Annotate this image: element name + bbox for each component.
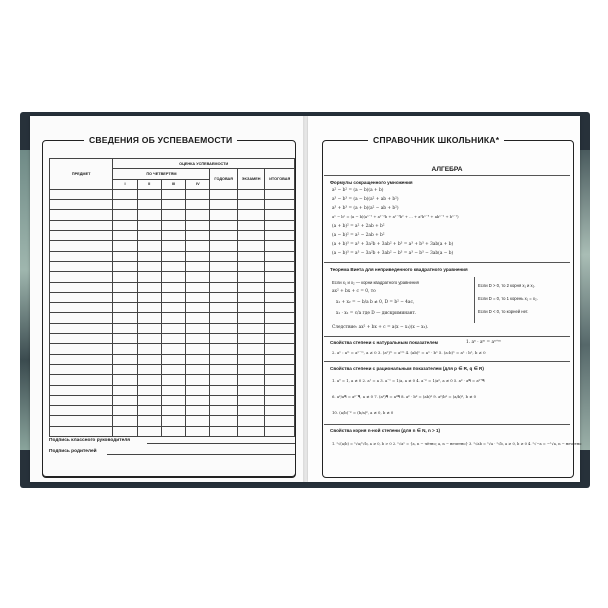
table-cell: [137, 261, 161, 271]
vieta-heading: Теорема Виета для неприведенного квадратного уравнения: [330, 267, 468, 272]
table-cell: [210, 313, 237, 323]
table-cell: [210, 364, 237, 374]
table-cell: [237, 395, 264, 405]
table-cell: [113, 385, 137, 395]
table-cell: [113, 200, 137, 210]
signature-teacher-label: Подпись классного руководителя: [49, 438, 131, 443]
table-cell: [161, 200, 185, 210]
abbr-formula-5: (a + b)² = a² + 2ab + b²: [332, 224, 385, 229]
vieta-right-1: Если D > 0, то 2 корня x₁ и x₂.: [478, 283, 536, 288]
nat-formula-2: 2. aⁿ : aᵐ = aⁿ⁻ᵐ, a ≠ 0 3. (aⁿ)ᵐ = aⁿᵐ 4. (ab)ⁿ = aⁿ · bⁿ 5. (a:b)ⁿ = aⁿ : bⁿ, b ≠ 0: [332, 350, 486, 355]
table-cell: [210, 303, 237, 313]
table-cell: [137, 272, 161, 282]
table-cell: [50, 313, 113, 323]
table-cell: [50, 241, 113, 251]
abbr-formula-4: aⁿ − bⁿ = (a − b)(aⁿ⁻¹ + aⁿ⁻²b + aⁿ⁻³b² + … + a²bⁿ⁻³ + abⁿ⁻² + bⁿ⁻¹): [332, 215, 459, 219]
table-cell: [137, 395, 161, 405]
table-cell: [50, 385, 113, 395]
table-cell: [210, 292, 237, 302]
table-cell: [210, 395, 237, 405]
table-cell: [210, 416, 237, 426]
table-cell: [210, 261, 237, 271]
table-cell: [137, 354, 161, 364]
table-cell: [113, 344, 137, 354]
table-cell: [113, 354, 137, 364]
table-cell: [137, 189, 161, 199]
table-cell: [237, 323, 264, 333]
table-row: [50, 272, 295, 282]
table-cell: [210, 272, 237, 282]
table-cell: [50, 272, 113, 282]
table-cell: [186, 272, 210, 282]
table-cell: [186, 406, 210, 416]
vieta-left-4: x₁ · x₂ = c/a где D — дискриминант.: [336, 311, 417, 316]
table-cell: [265, 282, 295, 292]
table-cell: [137, 313, 161, 323]
table-cell: [186, 261, 210, 271]
table-cell: [50, 189, 113, 199]
table-cell: [137, 334, 161, 344]
table-cell: [186, 334, 210, 344]
vieta-right-3: Если D < 0, то корней нет.: [478, 309, 529, 314]
table-cell: [237, 210, 264, 220]
table-cell: [113, 406, 137, 416]
table-cell: [237, 303, 264, 313]
table-cell: [186, 375, 210, 385]
table-cell: [161, 354, 185, 364]
table-row: [50, 241, 295, 251]
abbr-formula-3: a³ + b³ = (a + b)(a² − ab + b²): [332, 206, 399, 211]
table-cell: [161, 220, 185, 230]
table-cell: [265, 272, 295, 282]
table-cell: [113, 323, 137, 333]
table-row: [50, 200, 295, 210]
table-cell: [210, 220, 237, 230]
table-cell: [113, 251, 137, 261]
grades-title: СВЕДЕНИЯ ОБ УСПЕВАЕМОСТИ: [84, 135, 237, 145]
table-cell: [186, 200, 210, 210]
table-cell: [161, 292, 185, 302]
vieta-left-3: x₁ + x₂ = − b/a b ≠ 0, D = b² − 4ac,: [336, 300, 415, 305]
table-cell: [113, 313, 137, 323]
table-cell: [237, 241, 264, 251]
table-cell: [137, 303, 161, 313]
table-cell: [237, 354, 264, 364]
table-cell: [137, 406, 161, 416]
rat-formula-3: 10. (a/b)⁻ᵖ = (b/a)ᵖ, a ≠ 0, b ≠ 0: [332, 410, 394, 415]
table-cell: [210, 189, 237, 199]
table-cell: [113, 210, 137, 220]
table-cell: [50, 282, 113, 292]
table-row: [50, 220, 295, 230]
table-cell: [237, 344, 264, 354]
table-cell: [265, 364, 295, 374]
col-quarter-3: III: [161, 179, 185, 189]
table-cell: [210, 375, 237, 385]
table-cell: [210, 406, 237, 416]
table-cell: [210, 241, 237, 251]
table-cell: [113, 241, 137, 251]
table-cell: [186, 323, 210, 333]
table-row: [50, 303, 295, 313]
abbr-formula-2: a³ − b³ = (a − b)(a² + ab + b²): [332, 197, 399, 202]
col-quarter-4: IV: [186, 179, 210, 189]
table-cell: [186, 416, 210, 426]
table-cell: [113, 220, 137, 230]
table-row: [50, 313, 295, 323]
vieta-left-5: Следствие: ax² + bx + c = a(x − x₁)(x − x₂).: [332, 325, 429, 330]
table-cell: [161, 210, 185, 220]
nat-formula-1: 1. aⁿ · aᵐ = aⁿ⁺ᵐ: [466, 340, 501, 345]
table-cell: [161, 395, 185, 405]
signature-parents-label: Подпись родителей: [49, 449, 97, 454]
table-cell: [265, 385, 295, 395]
table-cell: [186, 189, 210, 199]
table-cell: [186, 241, 210, 251]
table-cell: [186, 231, 210, 241]
table-cell: [161, 344, 185, 354]
table-cell: [210, 344, 237, 354]
table-row: [50, 416, 295, 426]
rule-rat: [324, 361, 570, 362]
table-cell: [50, 303, 113, 313]
table-cell: [265, 406, 295, 416]
table-cell: [265, 344, 295, 354]
table-cell: [161, 272, 185, 282]
table-cell: [265, 395, 295, 405]
left-page: [30, 116, 306, 482]
abbr-formula-7: (a + b)³ = a³ + 3a²b + 3ab² + b³ = a³ + b³ + 3ab(a + b): [332, 242, 454, 247]
table-cell: [210, 354, 237, 364]
grades-table-body: [50, 189, 295, 436]
table-cell: [237, 375, 264, 385]
col-quarter-1: I: [113, 179, 137, 189]
table-cell: [113, 282, 137, 292]
table-cell: [265, 241, 295, 251]
table-cell: [113, 272, 137, 282]
col-subject: ПРЕДМЕТ: [50, 159, 113, 190]
table-cell: [137, 241, 161, 251]
rat-formula-2: 6. aᵖ/aᑫ = aᵖ⁻ᑫ, a ≠ 0 7. (aᵖ)ᑫ = aᵖᑫ 8. aᵖ · bᵖ = (ab)ᵖ 9. aᵖ/bᵖ = (a/b)ᵖ, b ≠ 0: [332, 394, 477, 399]
table-cell: [186, 303, 210, 313]
table-cell: [50, 220, 113, 230]
table-cell: [137, 375, 161, 385]
table-cell: [265, 200, 295, 210]
table-cell: [237, 282, 264, 292]
table-cell: [237, 313, 264, 323]
table-cell: [137, 231, 161, 241]
table-cell: [237, 334, 264, 344]
vieta-right-2: Если D = 0, то 1 корень x₁ = x₂.: [478, 296, 538, 301]
abbr-formula-8: (a − b)³ = a³ − 3a²b + 3ab² − b³ = a³ − b³ − 3ab(a − b): [332, 251, 454, 256]
table-row: [50, 364, 295, 374]
table-cell: [161, 251, 185, 261]
table-row: [50, 261, 295, 271]
section-algebra: АЛГЕБРА: [431, 166, 463, 173]
table-cell: [137, 200, 161, 210]
table-row: [50, 292, 295, 302]
table-cell: [50, 251, 113, 261]
table-cell: [50, 261, 113, 271]
table-cell: [161, 261, 185, 271]
table-cell: [161, 364, 185, 374]
table-cell: [137, 416, 161, 426]
table-cell: [265, 251, 295, 261]
table-cell: [113, 416, 137, 426]
table-cell: [237, 385, 264, 395]
table-row: [50, 406, 295, 416]
table-cell: [50, 231, 113, 241]
table-cell: [210, 200, 237, 210]
table-cell: [137, 282, 161, 292]
table-cell: [186, 282, 210, 292]
grades-table: [49, 158, 295, 437]
table-cell: [113, 334, 137, 344]
table-cell: [161, 231, 185, 241]
table-cell: [265, 303, 295, 313]
table-cell: [113, 303, 137, 313]
abbr-formula-1: a² − b² = (a − b)(a + b): [332, 188, 384, 193]
table-cell: [50, 344, 113, 354]
table-cell: [186, 354, 210, 364]
table-cell: [186, 385, 210, 395]
table-cell: [137, 323, 161, 333]
signature-teacher-line: [147, 443, 295, 444]
col-quarter-2: II: [137, 179, 161, 189]
table-cell: [50, 416, 113, 426]
rat-heading: Свойства степени с рациональным показателем (для p ∈ R, q ∈ R): [330, 366, 484, 371]
table-cell: [50, 354, 113, 364]
table-cell: [161, 241, 185, 251]
col-year: ГОДОВАЯ: [210, 169, 237, 190]
table-cell: [265, 231, 295, 241]
table-cell: [161, 323, 185, 333]
table-row: [50, 334, 295, 344]
table-cell: [186, 395, 210, 405]
table-cell: [210, 334, 237, 344]
table-cell: [237, 406, 264, 416]
table-cell: [237, 231, 264, 241]
nat-heading: Свойства степени с натуральным показателем: [330, 340, 438, 345]
vieta-divider: [474, 277, 475, 323]
table-cell: [210, 385, 237, 395]
signature-parents-line: [107, 454, 295, 455]
rule-nat: [324, 336, 570, 337]
table-cell: [137, 220, 161, 230]
table-cell: [186, 292, 210, 302]
rule-vieta: [324, 262, 570, 263]
table-cell: [161, 313, 185, 323]
table-cell: [186, 220, 210, 230]
col-grades: ОЦЕНКА УСПЕВАЕМОСТИ: [113, 159, 295, 169]
signature-teacher: [49, 438, 295, 443]
rule-section: [324, 175, 570, 176]
table-cell: [50, 292, 113, 302]
table-row: [50, 375, 295, 385]
table-cell: [237, 272, 264, 282]
table-cell: [186, 313, 210, 323]
table-cell: [161, 282, 185, 292]
table-cell: [237, 200, 264, 210]
table-cell: [161, 334, 185, 344]
table-cell: [161, 303, 185, 313]
col-final: ИТОГОВАЯ: [265, 169, 295, 190]
table-cell: [137, 385, 161, 395]
table-cell: [113, 292, 137, 302]
table-cell: [265, 292, 295, 302]
table-cell: [186, 210, 210, 220]
table-row: [50, 344, 295, 354]
table-cell: [265, 416, 295, 426]
table-cell: [113, 364, 137, 374]
signature-parents: [49, 449, 295, 454]
table-cell: [210, 323, 237, 333]
table-cell: [237, 292, 264, 302]
table-cell: [113, 189, 137, 199]
col-quarters: ПО ЧЕТВЕРТЯМ: [113, 169, 210, 179]
table-cell: [137, 364, 161, 374]
table-cell: [265, 313, 295, 323]
table-row: [50, 354, 295, 364]
table-cell: [210, 231, 237, 241]
rat-formula-1: 1. a⁰ = 1, a ≠ 0 2. a¹ = a 3. a⁻¹ = 1/a, a ≠ 0 4. a⁻ᵖ = 1/aᵖ, a ≠ 0 5. aᵖ · aᑫ = aᵖ⁺ᑫ: [332, 378, 485, 383]
table-cell: [186, 251, 210, 261]
table-cell: [137, 344, 161, 354]
table-cell: [265, 210, 295, 220]
table-row: [50, 323, 295, 333]
table-cell: [50, 210, 113, 220]
table-cell: [186, 344, 210, 354]
table-row: [50, 251, 295, 261]
table-row: [50, 282, 295, 292]
table-cell: [161, 189, 185, 199]
table-cell: [161, 416, 185, 426]
table-cell: [137, 292, 161, 302]
table-cell: [113, 231, 137, 241]
table-cell: [50, 334, 113, 344]
table-row: [50, 385, 295, 395]
table-cell: [137, 251, 161, 261]
root-heading: Свойства корня n-ной степени (для n ∈ N, n > 1): [330, 428, 441, 433]
table-cell: [237, 251, 264, 261]
table-cell: [237, 220, 264, 230]
vieta-left-1: Если x₁ и x₂ — корни квадратного уравнения: [332, 280, 419, 285]
reference-title: СПРАВОЧНИК ШКОЛЬНИКА*: [368, 135, 504, 145]
root-formula: 1. ⁿ√(a/b) = ⁿ√a/ⁿ√b, a ≥ 0, b > 0 2. ⁿ√aⁿ = {a, n − чётно; a, n − нечетно} 3. ⁿ√ab = ⁿ√a · ⁿ√b, a ≥ 0, b ≥ 0 4. ⁿ√−a = −ⁿ√a, n − нечетно: [332, 442, 582, 446]
table-cell: [186, 364, 210, 374]
table-cell: [265, 323, 295, 333]
table-cell: [265, 334, 295, 344]
table-cell: [265, 354, 295, 364]
table-cell: [237, 416, 264, 426]
table-row: [50, 395, 295, 405]
table-cell: [137, 210, 161, 220]
table-cell: [237, 364, 264, 374]
col-exam: ЭКЗАМЕН: [237, 169, 264, 190]
table-cell: [210, 251, 237, 261]
table-cell: [50, 375, 113, 385]
table-cell: [210, 210, 237, 220]
table-cell: [265, 220, 295, 230]
table-cell: [113, 375, 137, 385]
table-cell: [161, 385, 185, 395]
abbr-heading: Формулы сокращенного умножения: [330, 180, 413, 185]
abbr-formula-6: (a − b)² = a² − 2ab + b²: [332, 233, 385, 238]
table-cell: [161, 406, 185, 416]
table-cell: [50, 395, 113, 405]
table-cell: [50, 406, 113, 416]
table-cell: [265, 375, 295, 385]
table-cell: [237, 189, 264, 199]
table-row: [50, 210, 295, 220]
table-cell: [237, 261, 264, 271]
table-cell: [210, 282, 237, 292]
table-row: [50, 189, 295, 199]
table-row: [50, 231, 295, 241]
vieta-left-2: ax² + bx + c = 0, то: [332, 289, 376, 294]
table-cell: [113, 261, 137, 271]
rule-root: [324, 424, 570, 425]
table-cell: [265, 189, 295, 199]
table-cell: [113, 395, 137, 405]
table-cell: [265, 261, 295, 271]
table-cell: [161, 375, 185, 385]
table-cell: [50, 364, 113, 374]
table-cell: [50, 323, 113, 333]
table-cell: [50, 200, 113, 210]
